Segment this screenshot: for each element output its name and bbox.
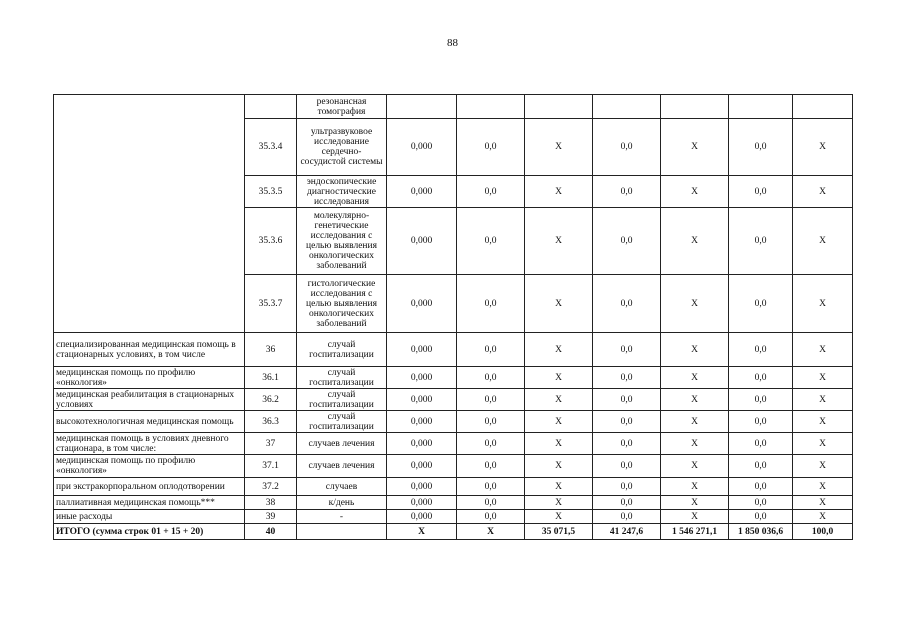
cell-unit: случаев [297, 478, 387, 496]
cell-name: иные расходы [54, 510, 245, 524]
cell-v5: X [661, 478, 729, 496]
cell-v1: 0,000 [387, 478, 457, 496]
cell-v7: X [793, 455, 853, 478]
cell-name: медицинская помощь по профилю «онкология» [54, 455, 245, 478]
table-row [54, 95, 853, 119]
cell-v7: X [793, 333, 853, 367]
cell-v4: 0,0 [593, 389, 661, 411]
cell-v6: 0,0 [729, 389, 793, 411]
table-row [54, 275, 853, 333]
data-table [53, 94, 853, 540]
cell-v6: 0,0 [729, 275, 793, 333]
table-row [54, 433, 853, 455]
cell-v2: 0,0 [457, 389, 525, 411]
cell-v4 [593, 95, 661, 119]
cell-v7 [793, 95, 853, 119]
cell-v2: 0,0 [457, 478, 525, 496]
cell-v3 [525, 95, 593, 119]
cell-v6: 0,0 [729, 333, 793, 367]
cell-code [245, 95, 297, 119]
cell-v2: 0,0 [457, 333, 525, 367]
cell-v6: 0,0 [729, 496, 793, 510]
cell-v5: X [661, 176, 729, 208]
cell-name: медицинская помощь по профилю «онкология» [54, 367, 245, 389]
cell-name: паллиативная медицинская помощь*** [54, 496, 245, 510]
cell-v6: 0,0 [729, 411, 793, 433]
cell-v4: 41 247,6 [593, 524, 661, 540]
cell-v3: X [525, 411, 593, 433]
cell-v5: X [661, 367, 729, 389]
cell-v7: X [793, 208, 853, 275]
cell-name: медицинская реабилитация в стационарных условиях [54, 389, 245, 411]
cell-v6: 0,0 [729, 119, 793, 176]
cell-v5: X [661, 510, 729, 524]
cell-v1 [387, 95, 457, 119]
cell-v2: X [457, 524, 525, 540]
cell-v4: 0,0 [593, 455, 661, 478]
cell-v4: 0,0 [593, 275, 661, 333]
cell-code: 36.2 [245, 389, 297, 411]
cell-v2: 0,0 [457, 275, 525, 333]
cell-v2: 0,0 [457, 433, 525, 455]
cell-v3: X [525, 478, 593, 496]
cell-v7: X [793, 119, 853, 176]
cell-v7: X [793, 510, 853, 524]
cell-name [54, 208, 245, 275]
cell-unit: эндоскопические диагностические исследования [297, 176, 387, 208]
cell-v4: 0,0 [593, 433, 661, 455]
total-row [54, 524, 853, 540]
cell-v4: 0,0 [593, 478, 661, 496]
page-number: 88 [447, 37, 458, 49]
cell-name: ИТОГО (сумма строк 01 + 15 + 20) [54, 524, 245, 540]
cell-v6: 0,0 [729, 455, 793, 478]
cell-v7: X [793, 411, 853, 433]
table-row [54, 510, 853, 524]
cell-v2: 0,0 [457, 411, 525, 433]
cell-v1: 0,000 [387, 496, 457, 510]
cell-code: 35.3.7 [245, 275, 297, 333]
cell-code: 37.2 [245, 478, 297, 496]
cell-v5: X [661, 275, 729, 333]
cell-name: специализированная медицинская помощь в стационарных условиях, в том числе [54, 333, 245, 367]
cell-v4: 0,0 [593, 333, 661, 367]
cell-v7: X [793, 478, 853, 496]
cell-v4: 0,0 [593, 510, 661, 524]
cell-v1: 0,000 [387, 411, 457, 433]
cell-v6: 1 850 036,6 [729, 524, 793, 540]
cell-code: 36 [245, 333, 297, 367]
cell-v5: X [661, 208, 729, 275]
cell-v3: X [525, 510, 593, 524]
cell-v1: 0,000 [387, 176, 457, 208]
cell-v5: X [661, 455, 729, 478]
cell-v7: X [793, 389, 853, 411]
cell-unit: ультразвуковое исследование сердечно-сосудистой системы [297, 119, 387, 176]
cell-name: медицинская помощь в условиях дневного стационара, в том числе: [54, 433, 245, 455]
cell-v3: X [525, 333, 593, 367]
cell-v2: 0,0 [457, 510, 525, 524]
cell-v6: 0,0 [729, 367, 793, 389]
cell-v2: 0,0 [457, 455, 525, 478]
cell-v6 [729, 95, 793, 119]
cell-code: 40 [245, 524, 297, 540]
cell-v1: 0,000 [387, 389, 457, 411]
cell-v2: 0,0 [457, 496, 525, 510]
cell-code: 35.3.5 [245, 176, 297, 208]
cell-v5: X [661, 333, 729, 367]
cell-v7: 100,0 [793, 524, 853, 540]
cell-v3: X [525, 275, 593, 333]
cell-v3: X [525, 367, 593, 389]
cell-v7: X [793, 367, 853, 389]
cell-v3: X [525, 119, 593, 176]
cell-unit: случай госпитализации [297, 333, 387, 367]
cell-v1: 0,000 [387, 433, 457, 455]
cell-name: высокотехнологичная медицинская помощь [54, 411, 245, 433]
cell-unit: молекулярно-генетические исследования с целью выявления онкологических заболеваний [297, 208, 387, 275]
cell-v3: X [525, 176, 593, 208]
cell-code: 35.3.4 [245, 119, 297, 176]
cell-v6: 0,0 [729, 176, 793, 208]
cell-v3: X [525, 496, 593, 510]
cell-v1: 0,000 [387, 119, 457, 176]
cell-code: 35.3.6 [245, 208, 297, 275]
table-row [54, 367, 853, 389]
cell-v3: X [525, 433, 593, 455]
cell-v2 [457, 95, 525, 119]
cell-v2: 0,0 [457, 176, 525, 208]
cell-code: 36.3 [245, 411, 297, 433]
cell-v1: 0,000 [387, 510, 457, 524]
cell-unit: случай госпитализации [297, 389, 387, 411]
table-row [54, 455, 853, 478]
cell-code: 37.1 [245, 455, 297, 478]
cell-v6: 0,0 [729, 433, 793, 455]
cell-v2: 0,0 [457, 367, 525, 389]
cell-v5: X [661, 389, 729, 411]
cell-v4: 0,0 [593, 208, 661, 275]
table-row [54, 119, 853, 176]
cell-v7: X [793, 433, 853, 455]
cell-unit: - [297, 510, 387, 524]
cell-v4: 0,0 [593, 367, 661, 389]
table-row [54, 411, 853, 433]
cell-unit: случай госпитализации [297, 367, 387, 389]
cell-v1: 0,000 [387, 455, 457, 478]
cell-code: 37 [245, 433, 297, 455]
cell-v3: 35 071,5 [525, 524, 593, 540]
table-row [54, 496, 853, 510]
cell-v7: X [793, 496, 853, 510]
cell-v6: 0,0 [729, 208, 793, 275]
cell-name [54, 119, 245, 176]
cell-v4: 0,0 [593, 411, 661, 433]
cell-v5: X [661, 119, 729, 176]
cell-v3: X [525, 208, 593, 275]
cell-v4: 0,0 [593, 176, 661, 208]
cell-v1: 0,000 [387, 275, 457, 333]
cell-v3: X [525, 455, 593, 478]
table-row [54, 478, 853, 496]
cell-name [54, 275, 245, 333]
cell-v1: X [387, 524, 457, 540]
cell-v5 [661, 95, 729, 119]
cell-unit: гистологические исследования с целью выявления онкологических заболеваний [297, 275, 387, 333]
cell-unit: случаев лечения [297, 433, 387, 455]
cell-unit [297, 524, 387, 540]
cell-v7: X [793, 176, 853, 208]
cell-v1: 0,000 [387, 333, 457, 367]
cell-v2: 0,0 [457, 119, 525, 176]
table-row [54, 208, 853, 275]
cell-v5: X [661, 411, 729, 433]
cell-v6: 0,0 [729, 478, 793, 496]
cell-v6: 0,0 [729, 510, 793, 524]
cell-v5: X [661, 496, 729, 510]
cell-unit: резонансная томография [297, 95, 387, 119]
cell-v4: 0,0 [593, 496, 661, 510]
cell-name [54, 95, 245, 119]
cell-code: 38 [245, 496, 297, 510]
table-row [54, 176, 853, 208]
cell-name [54, 176, 245, 208]
table-row [54, 333, 853, 367]
cell-v5: X [661, 433, 729, 455]
cell-v1: 0,000 [387, 208, 457, 275]
cell-v2: 0,0 [457, 208, 525, 275]
cell-v5: 1 546 271,1 [661, 524, 729, 540]
cell-v3: X [525, 389, 593, 411]
table-row [54, 389, 853, 411]
cell-v1: 0,000 [387, 367, 457, 389]
cell-v7: X [793, 275, 853, 333]
cell-unit: к/день [297, 496, 387, 510]
cell-v4: 0,0 [593, 119, 661, 176]
cell-code: 39 [245, 510, 297, 524]
cell-unit: случаев лечения [297, 455, 387, 478]
cell-name: при экстракорпоральном оплодотворении [54, 478, 245, 496]
cell-unit: случай госпитализации [297, 411, 387, 433]
cell-code: 36.1 [245, 367, 297, 389]
